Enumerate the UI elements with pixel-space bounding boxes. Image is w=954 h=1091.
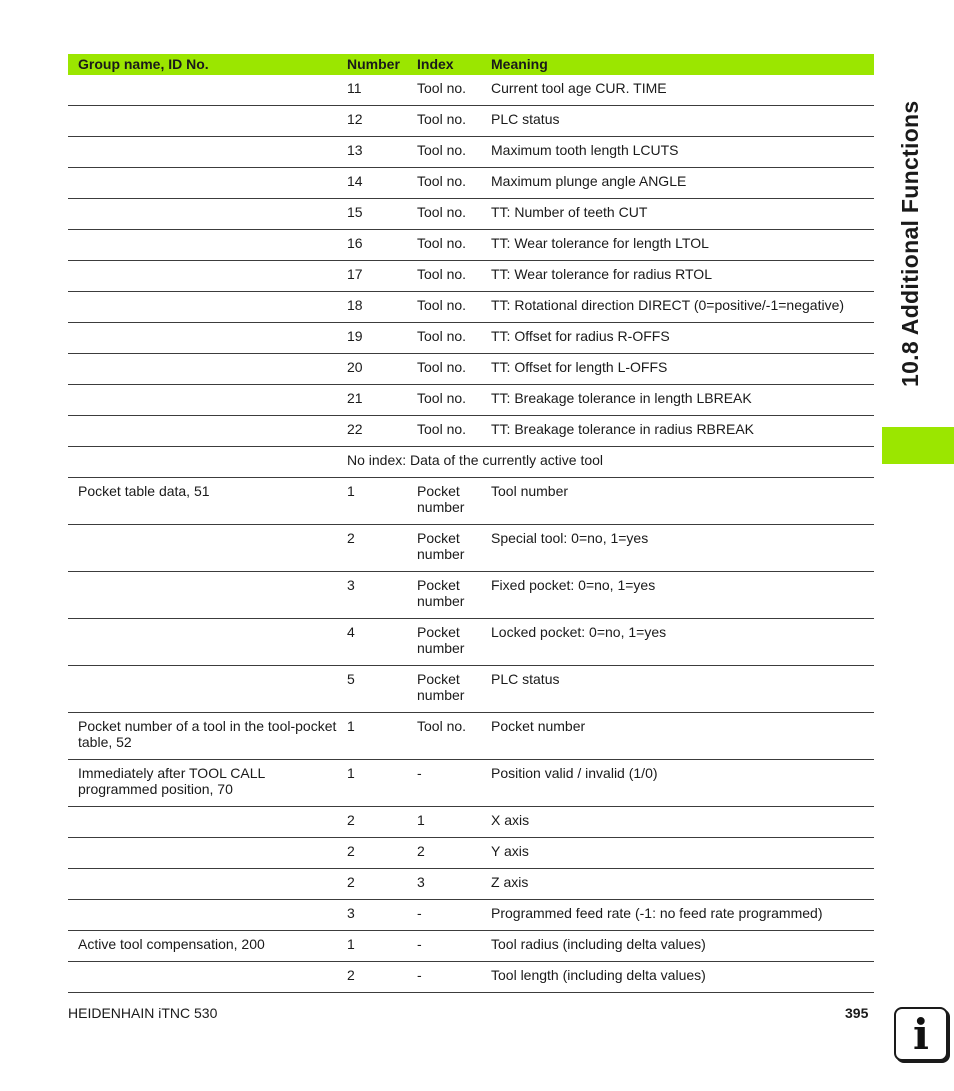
cell-group-name: Immediately after TOOL CALL programmed position, 70 [68, 760, 337, 807]
cell-meaning: Special tool: 0=no, 1=yes [481, 525, 874, 572]
cell-meaning: TT: Offset for radius R-OFFS [481, 323, 874, 354]
cell-number: 12 [337, 106, 407, 137]
cell-note: No index: Data of the currently active tool [337, 447, 874, 478]
table-body [68, 75, 874, 993]
cell-meaning: PLC status [481, 666, 874, 713]
cell-group-name [68, 385, 337, 416]
table-row [68, 106, 874, 137]
table-row [68, 713, 874, 760]
cell-index: Tool no. [407, 199, 481, 230]
cell-group-name [68, 572, 337, 619]
cell-group-name [68, 75, 337, 106]
cell-number: 11 [337, 75, 407, 106]
cell-number: 5 [337, 666, 407, 713]
cell-meaning: Fixed pocket: 0=no, 1=yes [481, 572, 874, 619]
cell-index: Tool no. [407, 354, 481, 385]
cell-index: Pocket number [407, 478, 481, 525]
cell-group-name: Active tool compensation, 200 [68, 931, 337, 962]
table-row [68, 447, 874, 478]
cell-index: Pocket number [407, 619, 481, 666]
footer-manual-name: HEIDENHAIN iTNC 530 [68, 1005, 218, 1021]
cell-number: 3 [337, 572, 407, 619]
cell-number: 2 [337, 525, 407, 572]
table-row [68, 199, 874, 230]
table-row [68, 760, 874, 807]
cell-number: 16 [337, 230, 407, 261]
cell-meaning: Tool length (including delta values) [481, 962, 874, 993]
cell-meaning: PLC status [481, 106, 874, 137]
cell-index: Tool no. [407, 137, 481, 168]
table-row [68, 666, 874, 713]
cell-index: Pocket number [407, 525, 481, 572]
table-row [68, 230, 874, 261]
table-row [68, 323, 874, 354]
cell-group-name [68, 838, 337, 869]
table-row [68, 354, 874, 385]
cell-group-name: Pocket table data, 51 [68, 478, 337, 525]
cell-group-name [68, 168, 337, 199]
cell-index: Tool no. [407, 261, 481, 292]
cell-group-name [68, 807, 337, 838]
parameter-table-container [68, 54, 874, 993]
table-row [68, 619, 874, 666]
info-icon: i [894, 1007, 948, 1061]
table-row [68, 525, 874, 572]
table-row [68, 869, 874, 900]
cell-meaning: Current tool age CUR. TIME [481, 75, 874, 106]
chapter-title-text: 10.8 Additional Functions [897, 100, 923, 387]
cell-meaning: TT: Offset for length L-OFFS [481, 354, 874, 385]
cell-number: 3 [337, 900, 407, 931]
cell-meaning: Locked pocket: 0=no, 1=yes [481, 619, 874, 666]
cell-group-name [68, 666, 337, 713]
cell-number: 2 [337, 838, 407, 869]
table-row [68, 292, 874, 323]
cell-meaning: Tool number [481, 478, 874, 525]
cell-group-name [68, 199, 337, 230]
cell-meaning: TT: Breakage tolerance in radius RBREAK [481, 416, 874, 447]
cell-group-name [68, 900, 337, 931]
cell-group-name [68, 525, 337, 572]
cell-group-name [68, 962, 337, 993]
cell-meaning: Tool radius (including delta values) [481, 931, 874, 962]
cell-group-name: Pocket number of a tool in the tool-pocket table, 52 [68, 713, 337, 760]
cell-meaning: Maximum plunge angle ANGLE [481, 168, 874, 199]
chapter-side-title [893, 100, 933, 680]
cell-meaning: TT: Wear tolerance for radius RTOL [481, 261, 874, 292]
cell-number: 22 [337, 416, 407, 447]
table-row [68, 807, 874, 838]
cell-number: 21 [337, 385, 407, 416]
cell-number: 1 [337, 478, 407, 525]
cell-index: Tool no. [407, 230, 481, 261]
cell-index: Pocket number [407, 666, 481, 713]
table-row [68, 838, 874, 869]
cell-number: 4 [337, 619, 407, 666]
cell-group-name [68, 292, 337, 323]
cell-meaning: TT: Wear tolerance for length LTOL [481, 230, 874, 261]
cell-index: 3 [407, 869, 481, 900]
cell-group-name [68, 619, 337, 666]
cell-index: Pocket number [407, 572, 481, 619]
cell-number: 2 [337, 962, 407, 993]
cell-meaning: X axis [481, 807, 874, 838]
cell-group-name [68, 137, 337, 168]
cell-index: Tool no. [407, 385, 481, 416]
cell-index: 2 [407, 838, 481, 869]
table-row [68, 385, 874, 416]
table-row [68, 900, 874, 931]
cell-number: 17 [337, 261, 407, 292]
cell-group-name [68, 106, 337, 137]
cell-number: 2 [337, 869, 407, 900]
table-row [68, 75, 874, 106]
cell-index: Tool no. [407, 416, 481, 447]
table-row [68, 572, 874, 619]
cell-meaning: TT: Rotational direction DIRECT (0=positive/-1=negative) [481, 292, 874, 323]
cell-number: 1 [337, 760, 407, 807]
cell-meaning: TT: Breakage tolerance in length LBREAK [481, 385, 874, 416]
table-row [68, 137, 874, 168]
cell-index: - [407, 931, 481, 962]
chapter-tab-marker [882, 427, 954, 464]
cell-index: - [407, 900, 481, 931]
cell-meaning: Position valid / invalid (1/0) [481, 760, 874, 807]
cell-group-name [68, 354, 337, 385]
cell-group-name [68, 323, 337, 354]
table-header-row [68, 54, 874, 75]
cell-group-name [68, 869, 337, 900]
cell-index: Tool no. [407, 292, 481, 323]
cell-number: 20 [337, 354, 407, 385]
parameter-table [68, 54, 874, 993]
cell-index: Tool no. [407, 75, 481, 106]
cell-number: 14 [337, 168, 407, 199]
cell-meaning: Y axis [481, 838, 874, 869]
cell-number: 1 [337, 713, 407, 760]
header-meaning: Meaning [481, 54, 874, 75]
cell-number: 18 [337, 292, 407, 323]
cell-number: 1 [337, 931, 407, 962]
table-row [68, 261, 874, 292]
cell-group-name [68, 447, 337, 478]
page-number: 395 [845, 1005, 869, 1021]
cell-index: Tool no. [407, 323, 481, 354]
cell-number: 19 [337, 323, 407, 354]
cell-group-name [68, 230, 337, 261]
table-row [68, 168, 874, 199]
table-row [68, 416, 874, 447]
cell-meaning: Programmed feed rate (-1: no feed rate programmed) [481, 900, 874, 931]
cell-index: 1 [407, 807, 481, 838]
cell-group-name [68, 261, 337, 292]
table-row [68, 478, 874, 525]
cell-meaning: Maximum tooth length LCUTS [481, 137, 874, 168]
cell-number: 15 [337, 199, 407, 230]
table-row [68, 962, 874, 993]
cell-number: 13 [337, 137, 407, 168]
cell-meaning: TT: Number of teeth CUT [481, 199, 874, 230]
cell-index: Tool no. [407, 168, 481, 199]
cell-index: - [407, 962, 481, 993]
cell-number: 2 [337, 807, 407, 838]
cell-index: - [407, 760, 481, 807]
cell-index: Tool no. [407, 106, 481, 137]
header-number: Number [337, 54, 407, 75]
cell-group-name [68, 416, 337, 447]
cell-meaning: Pocket number [481, 713, 874, 760]
cell-meaning: Z axis [481, 869, 874, 900]
cell-index: Tool no. [407, 713, 481, 760]
header-group-name: Group name, ID No. [68, 54, 337, 75]
table-row [68, 931, 874, 962]
header-index: Index [407, 54, 481, 75]
